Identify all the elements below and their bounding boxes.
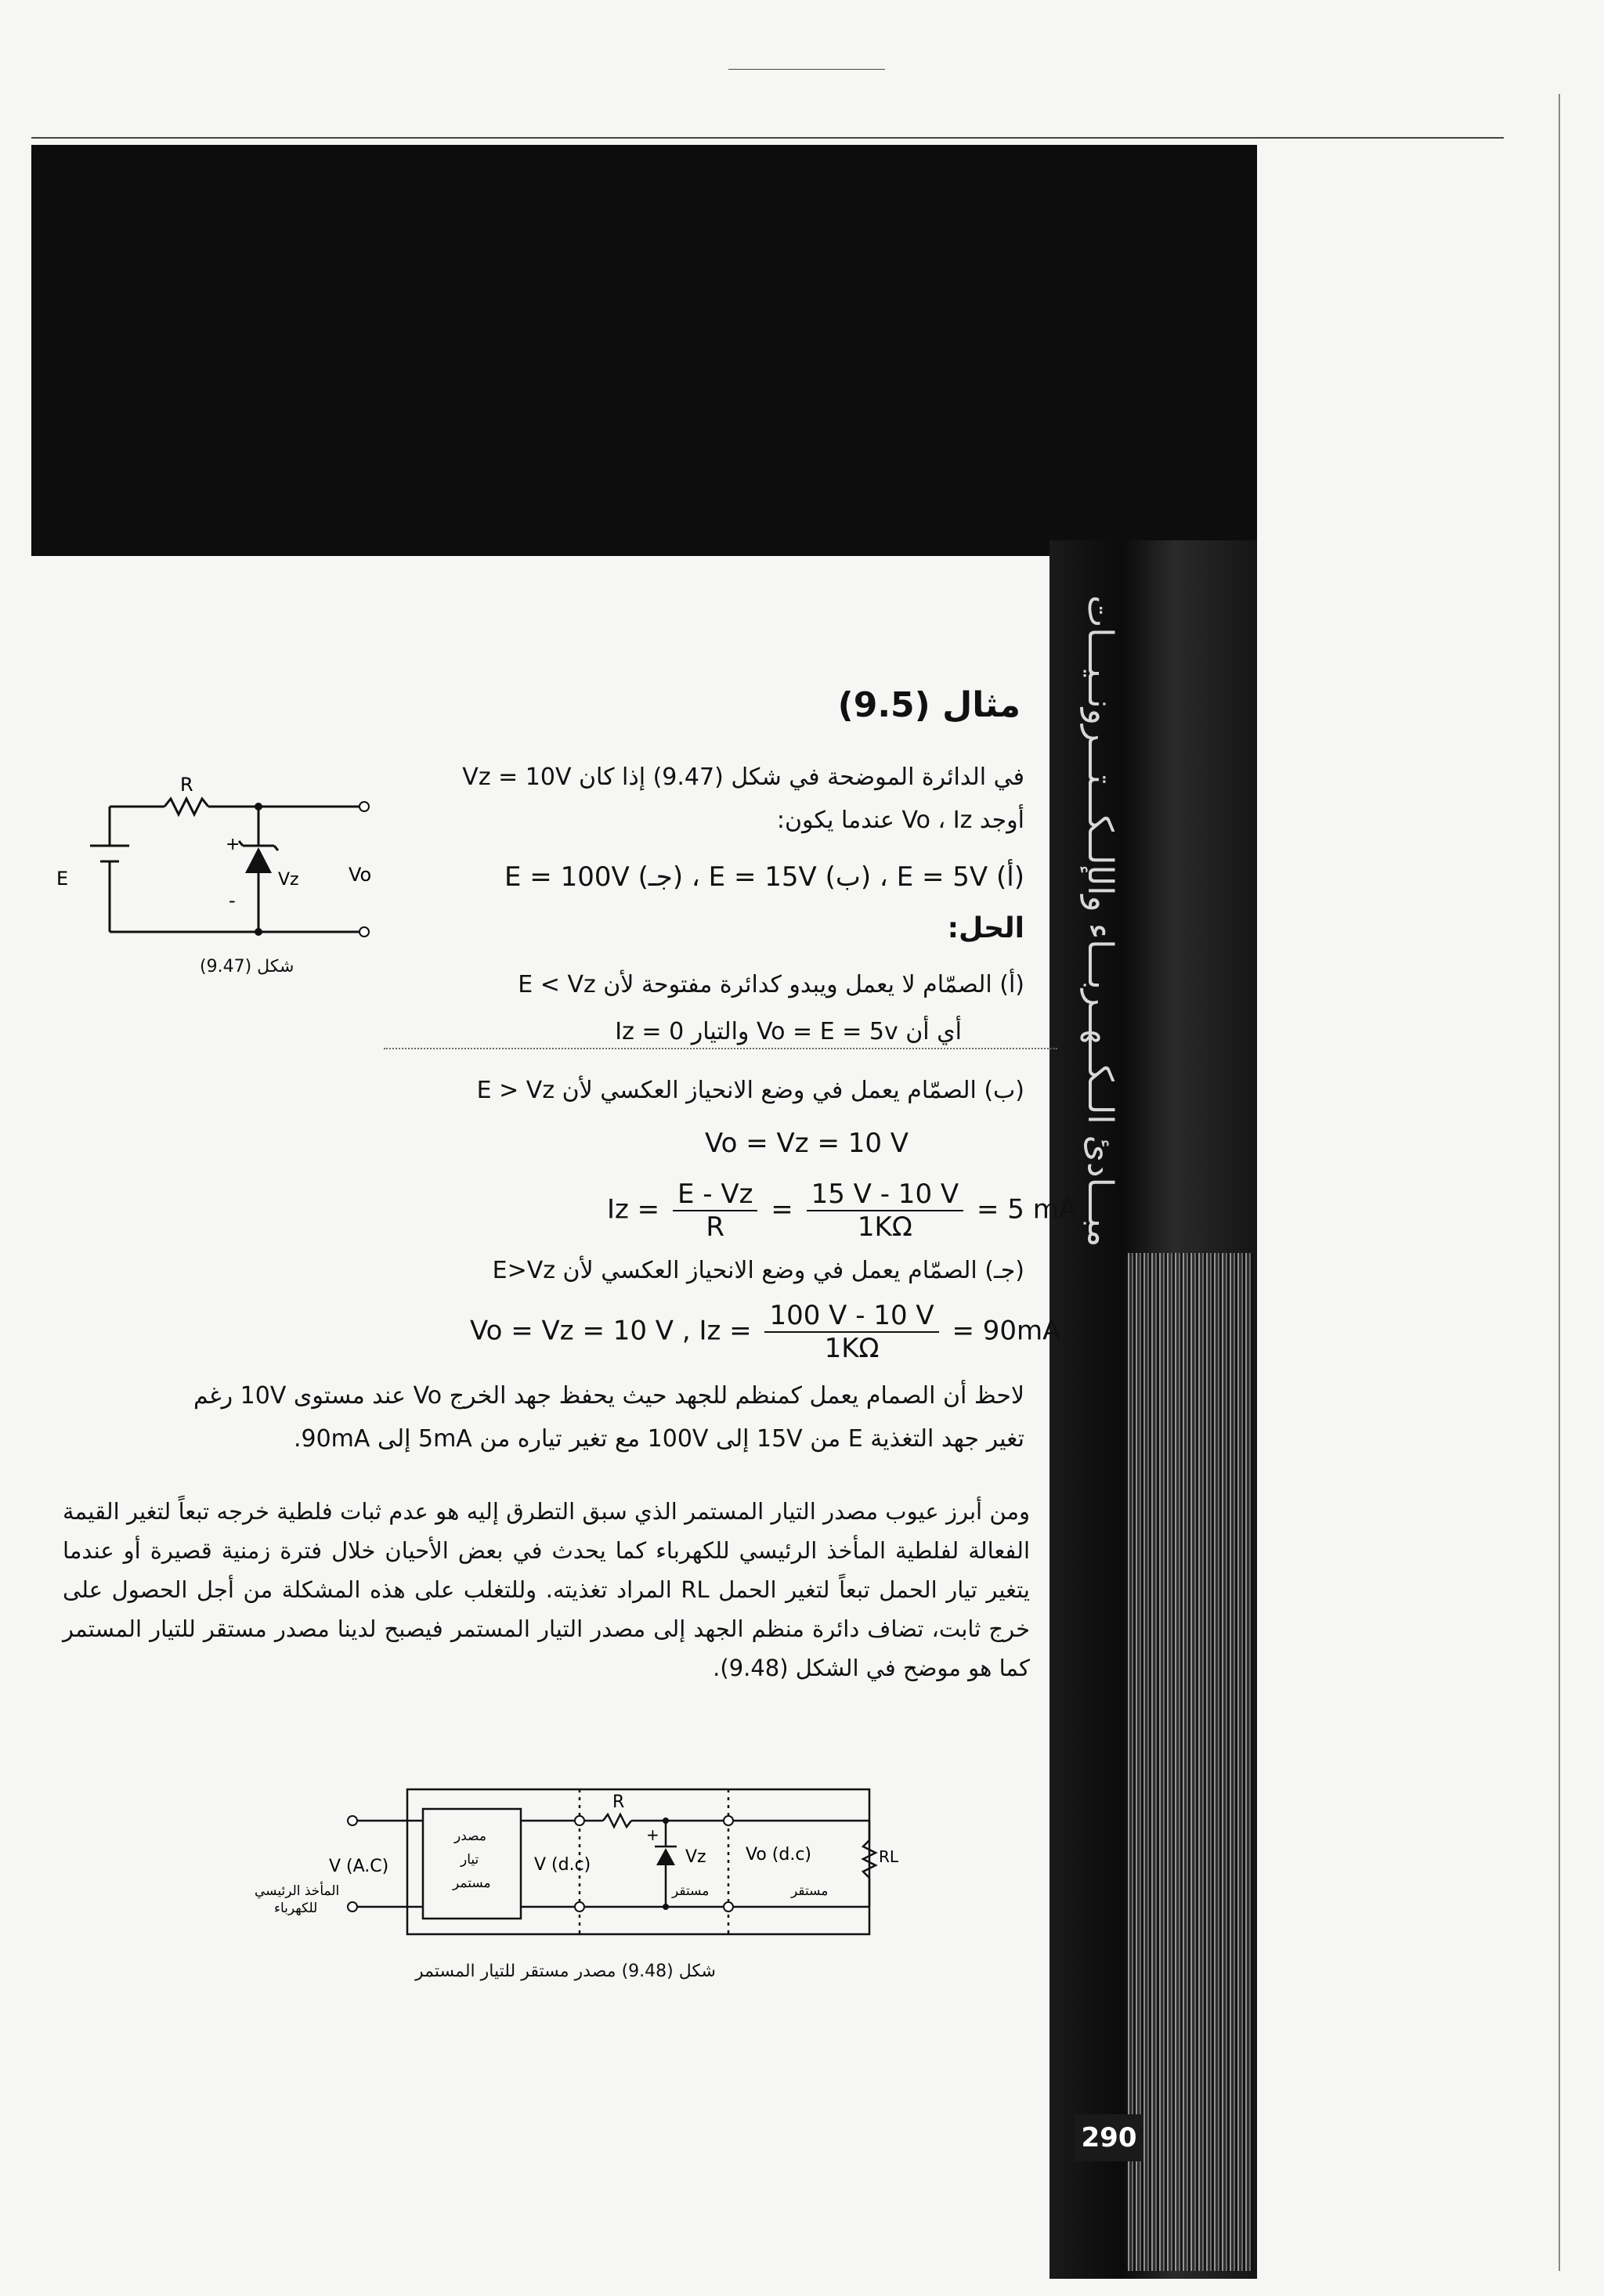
figure-9-47-caption: شكل (9.47) <box>200 957 294 977</box>
fig48-mains1: المأخذ الرئيسي <box>255 1883 340 1899</box>
fig48-r: R <box>612 1792 625 1812</box>
fig48-plus: + <box>646 1825 659 1844</box>
fraction-3-den: 1KΩ <box>824 1333 880 1364</box>
fig48-vac: V (A.C) <box>329 1857 389 1876</box>
page-number: 290 <box>1075 2114 1143 2161</box>
fig47-e-label: E <box>56 868 69 890</box>
scan-noise <box>1128 1253 1253 2271</box>
fig48-box1: مصدر <box>454 1828 486 1844</box>
fig47-minus: - <box>229 890 236 912</box>
fig48-stable2: مستقر <box>791 1883 829 1899</box>
fraction-2-den: 1KΩ <box>857 1211 912 1243</box>
eq-result: = 5 mA <box>976 1193 1078 1226</box>
fraction-2-num: 15 V - 10 V <box>807 1179 964 1211</box>
fraction-3 <box>764 1300 938 1364</box>
solution-label: الحل: <box>947 912 1024 944</box>
eq-lhs: Iz = <box>607 1193 660 1226</box>
cases-line: (أ) E = 5V ، (ب) E = 15V ، (جـ) E = 100V <box>504 861 1024 893</box>
fraction-1-den: R <box>706 1211 725 1243</box>
fig48-box2: تيار <box>461 1852 479 1868</box>
fraction-1-num: E - Vz <box>673 1179 757 1211</box>
figure-9-48 <box>235 1778 909 1950</box>
figure-9-47 <box>47 767 392 979</box>
eq-result: = 90mA <box>952 1315 1061 1347</box>
fig48-mains2: للكهرباء <box>274 1901 318 1916</box>
case-a-line1: (أ) الصمّام لا يعمل ويبدو كدائرة مفتوحة لأن E < Vz <box>518 971 1024 998</box>
fig47-r-label: R <box>180 774 193 796</box>
header-black-block <box>31 145 1257 556</box>
fig47-vo-label: Vo <box>349 864 372 886</box>
fraction-3-num: 100 V - 10 V <box>764 1300 938 1333</box>
fig48-vz: Vz <box>685 1847 706 1867</box>
right-edge-line <box>1559 94 1560 2271</box>
statement-line1: في الدائرة الموضحة في شكل (9.47) إذا كان Vz = 10V <box>462 764 1024 791</box>
fig48-box3: مستمر <box>453 1875 491 1891</box>
top-rule <box>31 137 1504 139</box>
fig48-stable: مستقر <box>672 1883 710 1899</box>
eq-equals: = <box>771 1193 793 1226</box>
case-b-line1: (ب) الصمّام يعمل في وضع الانحياز العكسي لأن E > Vz <box>476 1077 1024 1104</box>
fig47-vz-label: Vz <box>278 870 299 890</box>
fig48-vdc: V (d.c) <box>534 1855 591 1875</box>
dotted-rule <box>384 1048 1057 1049</box>
fraction-1 <box>673 1179 757 1243</box>
case-b-eq1: Vo = Vz = 10 V <box>705 1128 909 1159</box>
example-title: مثال (9.5) <box>837 685 1021 725</box>
eq-lhs: Vo = Vz = 10 V , Iz = <box>470 1315 752 1347</box>
note-line1: لاحظ أن الصمام يعمل كمنظم للجهد حيث يحفظ جهد الخرج Vo عند مستوى 10V رغم <box>193 1382 1024 1410</box>
fig48-vo: Vo (d.c) <box>746 1845 812 1865</box>
fraction-2 <box>807 1179 964 1243</box>
spine-title: مبـــادئ الــكــهــربـــاء والإلــكـــتـــرونــيـــات <box>1080 595 1120 1247</box>
figure-9-48-caption: شكل (9.48) مصدر مستقر للتيار المستمر <box>415 1962 716 1981</box>
fig48-rl: RL <box>879 1847 899 1866</box>
fig47-plus: + <box>226 835 240 854</box>
case-c-eq <box>470 1300 1060 1364</box>
statement-line2: أوجد Vo ، Iz عندما يكون: <box>776 807 1024 834</box>
case-c-line1: (جـ) الصمّام يعمل في وضع الانحياز العكسي لأن E>Vz <box>492 1257 1024 1284</box>
note-line2: تغير جهد التغذية E من 15V إلى 100V مع تغير تياره من 5mA إلى 90mA. <box>293 1425 1024 1453</box>
case-a-line2: أي أن Vo = E = 5v والتيار Iz = 0 <box>615 1018 962 1045</box>
body-paragraph: ومن أبرز عيوب مصدر التيار المستمر الذي سبق التطرق إليه هو عدم ثبات فلطية خرجه تبعاً لتغير القيمة الفعالة لفلطية المأخذ الرئيسي للكهرباء كما يحدث في بعض الأحيان خلال فترة زمنية قصيرة أو عندما يتغير تيار الحمل تبعاً لتغير الحمل RL المراد تغذيته. وللتغلب على هذه المشكلة من أجل الحصول على خرج ثابت، تضاف دائرة منظم الجهد إلى مصدر التيار المستمر فيصبح لدينا مصدر مستقر للتيار المستمر كما هو موضح في الشكل (9.48). <box>63 1498 1030 1681</box>
top-short-rule <box>728 69 885 70</box>
case-b-eq2 <box>607 1179 1077 1243</box>
